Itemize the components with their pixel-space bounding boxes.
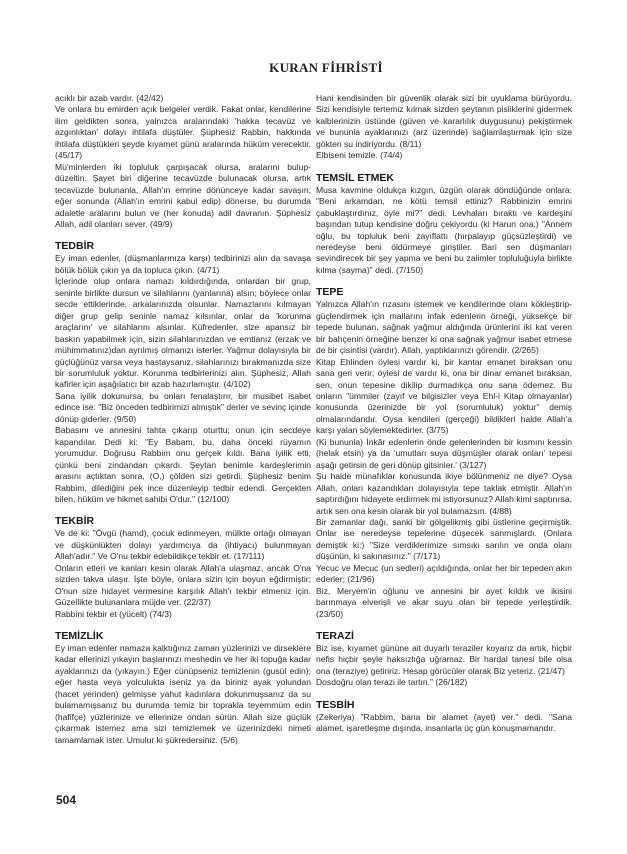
verse-paragraph: Ey iman edenler, (düşmanlarınıza karşı) tedbirinizi alın da savaşa bölük bölük çıkın ya da topluca çıkın. (4/71) xyxy=(55,253,311,275)
verse-paragraph: Mü'minlerden iki topluluk çarpışacak olursa, aralarını bulup-düzeltin. Şayet biri diğerine tecavüzde bulunacak olursa, artık tecavüzde bulunanla, Allah'ın emrine dönünceye kadar savaşın; eğer sonunda (Allah'ın emrini kabul edip) dönerse, bu durumda adaletle aralarını bulun ve (her konuda) adil davranın. Şüphesiz Allah, adil olanları sever. (49/9) xyxy=(55,161,311,229)
section-heading: TEMSİL ETMEK xyxy=(316,171,394,184)
section-heading: TERAZİ xyxy=(316,630,354,643)
verse-paragraph: Babasını ve annesini tahta çıkarıp oturttu; onun için secdeye kapandılar. Dedi ki: "Ey Babam, bu, daha önceki rüyamın yorumudur. Doğrusu Rabbim onu gerçek kıldı. Bana iyilik etti, çünkü beni zindandan çıkardı. Şeytan benimle kardeşlerimin arasını açtıktan sonra, (O,) çölden sizi getirdi. Şüphesiz benim Rabbim, dilediğini pek ince düzenleyip tedbir edendi. Gerçekten bilen, hüküm ve hikmet sahibi O'dur." (12/100) xyxy=(55,425,311,504)
section-heading: TEPE xyxy=(316,286,344,299)
verse-paragraph: Biz, Meryem'in oğlunu ve annesini bir ayet kıldık ve ikisini barınmaya elverişli ve akar suyu olan bir tepede yerleştirdik. (23/50) xyxy=(316,585,572,619)
verse-paragraph: Yecuc ve Mecuc (un sedleri) açıldığında, onlar her bir tepeden akın ederler; (21/96) xyxy=(316,562,572,585)
verse-paragraph: Ey iman edenler namaza kalktığınız zaman yüzlerinizi ve dirseklere kadar ellerinizi yıkayın başlarınızı meshedin ve her iki topuğa kadar ayaklarınızı da (yıkayın.) Eğer cünüpseniz temizlenin (gusül edin); eğer hasta veya yolculukta iseniz ya da biriniz ayak yolundan (hacet yerinden) gelmişse yahut kadınlara dokunmuşsanız da su bulamamışsanız bu durumda temiz bir toprakla teyemmüm edin (hafifçe) yüzlerinize ve ellerinize ondan sürün. Allah size güçlük çıkarmak istemez ama sizi temizlemek ve üzerinizdeki nimeti tamamlamak ister. Umulur ki şükredersiniz. (5/6) xyxy=(55,643,311,745)
verse-paragraph: Bir zamanlar dağı, sanki bir gölgelikmiş gibi üstlerine geçirmiştik. Onlar ise neredeyse tepelerine düşecek sanmışlardı. (Onlara demiştik ki:) "Size verdiklerimize sımsıkı sarılın ve onda olanı düşünün, ki sakınasınız." (7/171) xyxy=(316,516,572,562)
page-number: 504 xyxy=(56,793,77,807)
verse-paragraph: Rabbini tekbir et (yücelt) (74/3) xyxy=(55,608,172,619)
left-column xyxy=(55,93,311,746)
verse-paragraph: Ve de ki: "Övgü (hamd), çocuk edinmeyen, mülkte ortağı olmayan ve düşkünlükten dolayı yardımcıya da (ihtiyacı) bulunmayan Allah'adır." Ve O'nu tekbir edebildikçe tekbir et. (17/111) xyxy=(55,528,311,562)
verse-paragraph: Şu halde münafıklar konusunda ikiye bölünmeniz ne diye? Oysa Allah, onları kazandıkları dolayısıyla tepe taklak etmiştir. Allah'ın saptırdığını hidayete erdirmek mi istiyorsunuz? Allah kimi saptırırsa, artık sen ona kesin olarak bir yol bulamazsın. (4/88) xyxy=(316,471,572,516)
verse-paragraph: Yalnızca Allah'ın rızasını istemek ve kendilerinde olanı kökleştirip- güçlendirmek için mallarını infak edenlerin örneği, yüksekçe bir tepede bulunan, sağnak yağmur aldığında ürünlerini iki kat veren bir bahçenin örneğine benzer ki ona sağnak yağmur isabet etmese de bir çisintisi (vardır). Allah, yaptıklarınızı görendir. (2/265) xyxy=(316,299,572,356)
verse-paragraph: İçlerinde olup onlara namazı kıldırdığında, onlardan bir grup, seninle birlikte dursun ve silahlarını (yanlarına) alsın; böylece onlar secde ettiklerinde, arkalarınızda olsunlar. Namazlarını kılmayan diğer grup gelip seninle namaz kılsınlar, onlar da 'korunma araçlarını' ve silahlarını alsınlar. Küfredenler, size apansız bir baskın yapabilmek için, sizin silahlarınızdan ve emtianız (erzak ve mühimmatınız)dan ayrılmış olmanızı isterler. Yağmur dolayısıyla bir güçlüğünüz varsa veya hastaysanız, silahlarınızı bırakmanızda size bir sorumluluk yoktur. Korunma tedbirlerinizi alın. Şüphesiz, Allah kafirler için aşağılatıcı bir azab hazırlamıştır. (4/102) xyxy=(55,276,311,390)
verse-paragraph: acıklı bir azab vardır. (42/42) xyxy=(55,93,164,103)
verse-paragraph: (Ki bununla) İnkâr edenlerin önde gelenlerinden bir kısmını kessin (helak etsin) ya da 'umutları suya düşmüşler olarak onları' tepesi aşağı getirsin de geri dönüp gitsinler.' (3/127) xyxy=(316,436,572,470)
verse-paragraph: Biz ise, kıyamet gününe ait duyarlı teraziler koyarız da artık, hiçbir nefis hiçbir şeyle haksızlığa uğramaz. Bir hardal tanesi bile olsa ona (teraziye) getiririz. Hesap görücüler olarak Biz yeteriz. (21/47) xyxy=(316,643,572,676)
verse-paragraph: Sana iyilik dokunursa, bu onları fenalaştırır, bir musibet isabet edince ise: "Biz önceden tedbirimizi almıştık" derler ve sevinç içinde dönüp giderler. (9/50) xyxy=(55,390,311,424)
verse-paragraph: Musa kavmine oldukça kızgın, üzgün olarak döndüğünde onlara: "Beni arkamdan, ne kötü temsil ettiniz? Rabbinizin emrini çabuklaştırdınız, öyle mi?" dedi. Levhaları bıraktı ve kardeşini başından tutup kendisine doğru çekiyordu (ki Harun ona:) "Annem oğlu, bu topluluk beni zayıflattı (hırpalayıp güçsüzleştirdi) ve neredeyse beni öldürmeye giriştiler. Bari sen düşmanları sevindirecek bir şey yapma ve beni bu zalimler topluluğuyla birlikte kılma (sayma)" dedi. (7/150) xyxy=(316,184,572,275)
section-heading: TEKBİR xyxy=(55,515,95,528)
section-heading: TEMİZLİK xyxy=(55,630,104,643)
verse-paragraph: Onların etleri ve kanları kesin olarak Allah'a ulaşmaz, ancak O'na sizden takva ulaşır. İşte böyle, onlara sizin için boyun eğdirmiştir; O'nun size hidayet vermesine karşılık Allah'ı tekbir etmeniz için. Güzellikte bulunanlara müjde ver. (22/37) xyxy=(55,562,311,608)
verse-paragraph: Dosdoğru olan terazi ile tartın." (26/182) xyxy=(316,677,468,688)
section-heading: TESBİH xyxy=(316,698,355,711)
verse-paragraph: Hani kendisinden bir güvenlik olarak sizi bir uyuklama bürüyordu. Sizi kendisiyle tertemiz kılmak sizden şeytanın pisliklerini gidermek kalblerinizin üstünde (güven ve kararlılık duygusunu) pekiştirmek ve bununla ayaklarınızı (arz üzerinde) sağlamlaştırmak için size gökten su indiriyordu. (8/11) xyxy=(316,93,572,149)
verse-paragraph: Ve onlara bu emirden açık belgeler verdik. Fakat onlar, kendilerine ilim geldikten sonra, yalnızca aralarındaki 'hakka tecavüz ve azgınlıktan' dolayı ihtilafa düştüler. Şüphesiz Rabbin, hakkında ihtilafa düştükleri şeyde kıyamet günü aralarında hüküm verecektir. (45/17) xyxy=(55,104,311,161)
section-heading: TEDBİR xyxy=(55,240,95,253)
right-column xyxy=(316,93,572,735)
verse-paragraph: (Zekeriya) "Rabbim, bana bir alamet (ayet) ver." dedi. "Sana alamet, işaretleşme dışında, insanlarla üç gün konuşmamandır. xyxy=(316,711,572,734)
verse-paragraph: Kitap Ehlinden öylesi vardır ki, bir kantar emanet bıraksan onu sana geri verir; öylesi de vardır ki, ona bir dinar emanet bıraksan, sen, onun tepesine dikilip durmadıkça onu sana ödemez. Bu onların "ümmiler (zayıf ve bilgisizler veya Ehl-i Kitap olmayanlar) konusunda üzerinizde bir yol (sorumluluk) yoktur" demiş olmalarındandır. Oysa kendileri (gerçeği) bildikleri halde Allah'a karşı yalan söylemektedirler. (3/75) xyxy=(316,356,572,436)
verse-paragraph: Elbiseni temizle. (74/4) xyxy=(316,150,403,161)
page-title: KURAN FİHRİSTİ xyxy=(269,60,383,75)
